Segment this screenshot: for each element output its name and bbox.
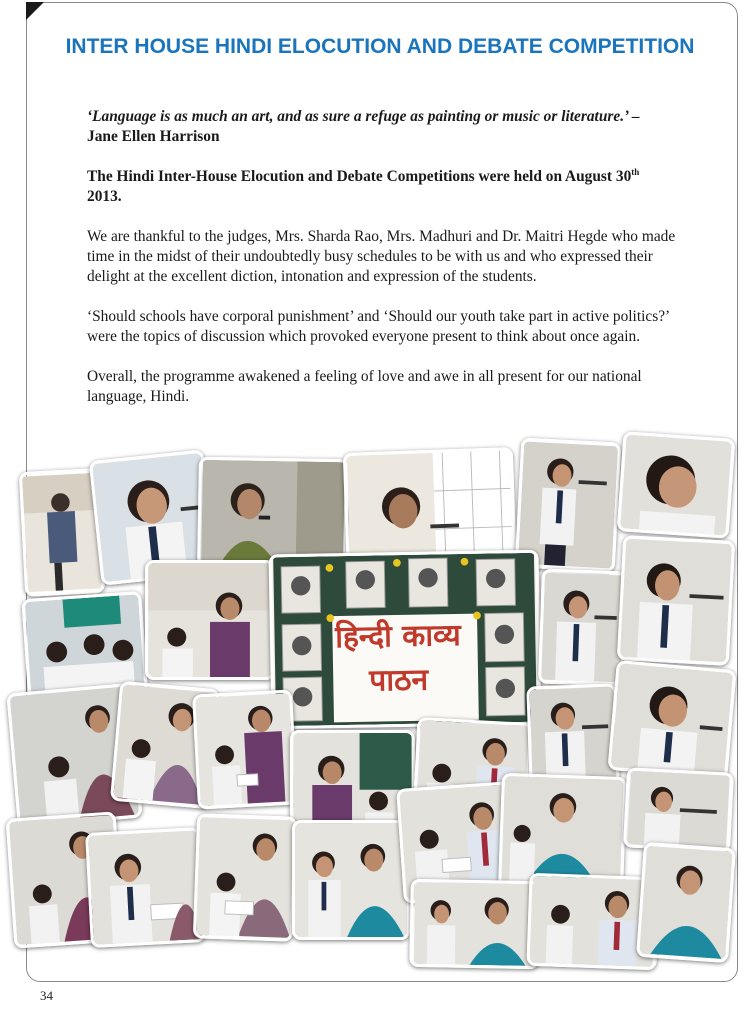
poster-photo <box>268 550 541 730</box>
collage-photo <box>526 683 619 786</box>
corner-tab <box>26 2 44 20</box>
collage-photo <box>538 569 627 687</box>
article-body <box>87 107 682 427</box>
collage-photo <box>292 820 410 940</box>
quote-author: Jane Ellen Harrison <box>87 128 220 145</box>
page-number: 34 <box>40 988 53 1003</box>
closing-paragraph: Overall, the programme awakened a feeling of love and awe in all present for our national language, Hindi. <box>87 368 642 405</box>
collage-photo <box>607 660 736 780</box>
collage-photo <box>617 431 736 539</box>
collage-photo <box>617 535 735 666</box>
topics-paragraph: ‘Should schools have corporal punishment’ and ‘Should our youth take part in active politics?’ were the topics of discussion which provoked everyone present to think about once again. <box>87 308 670 345</box>
event-date-text: The Hindi Inter-House Elocution and Debate Competitions were held on August 30 <box>87 168 632 185</box>
collage-photo <box>636 842 736 963</box>
collage-photo <box>192 689 298 809</box>
collage-photo <box>623 767 734 852</box>
collage-photo <box>85 827 206 948</box>
collage-photo <box>145 560 275 680</box>
collage-photo <box>193 813 297 941</box>
judges-paragraph: We are thankful to the judges, Mrs. Sharda Rao, Mrs. Madhuri and Dr. Maitri Hegde who made time in the midst of their undoubtedly busy schedules to be with us and who expressed their delight at the excellent diction, intonation and expression of the students. <box>87 228 676 285</box>
photo-collage <box>0 430 750 978</box>
collage-photo <box>409 879 541 969</box>
poster-hindi-text: हिन्दी काव्य पाठन <box>334 618 462 699</box>
page-title: INTER HOUSE HINDI ELOCUTION AND DEBATE COMPETITION <box>65 35 695 58</box>
event-date-paragraph <box>87 167 682 207</box>
quote-text: ‘Language is as much an art, and as sure a refuge as painting or music or literature.’ – <box>87 108 640 125</box>
date-ordinal: th <box>631 166 640 177</box>
opening-quote <box>87 107 682 147</box>
event-year: 2013. <box>87 188 122 205</box>
